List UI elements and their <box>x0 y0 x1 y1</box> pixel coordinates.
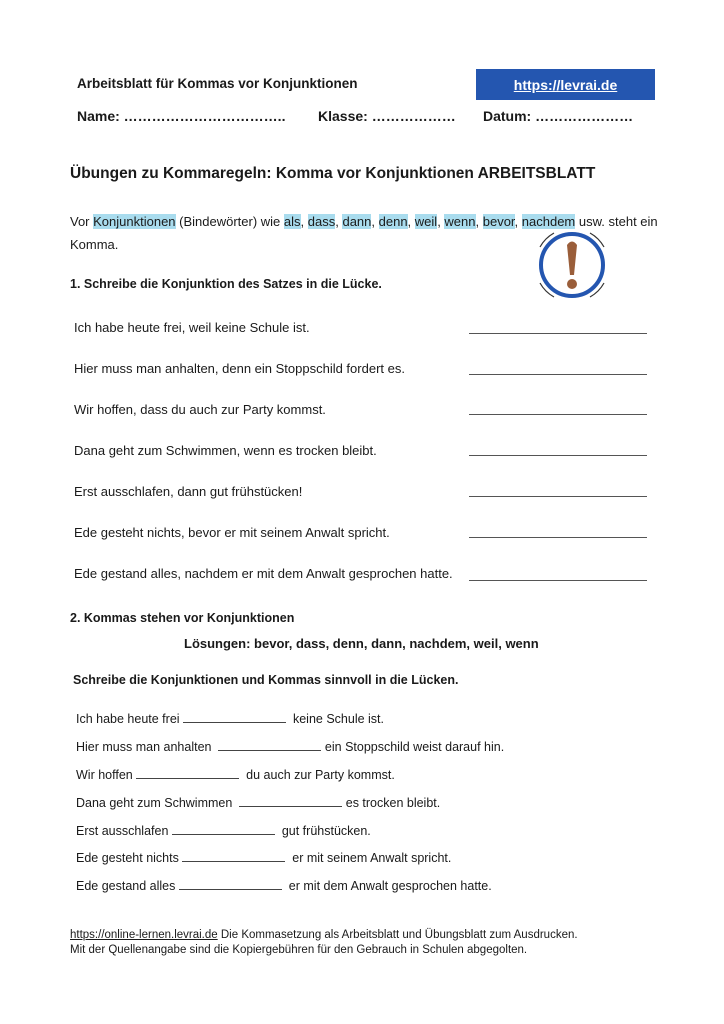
footer-line-1 <box>70 928 578 943</box>
class-field: Klasse: ……………… <box>318 108 456 124</box>
gap-blank[interactable] <box>183 712 286 723</box>
date-field: Datum: ………………… <box>483 108 634 124</box>
sentence-end: keine Schule ist. <box>286 712 384 726</box>
section1-sentence: Ede gestand alles, nachdem er mit dem Anwalt gesprochen hatte. <box>74 566 453 581</box>
highlight-denn: denn <box>378 214 408 229</box>
separator: , <box>335 214 343 229</box>
separator: , <box>514 214 522 229</box>
section1-sentence: Wir hoffen, dass du auch zur Party kommst. <box>74 402 326 417</box>
website-link[interactable]: https://levrai.de <box>513 76 618 93</box>
gap-blank[interactable] <box>179 879 282 890</box>
highlight-konjunktionen: Konjunktionen <box>93 214 176 229</box>
separator: , <box>300 214 308 229</box>
solutions-list: Lösungen: bevor, dass, denn, dann, nachdem, weil, wenn <box>184 636 539 651</box>
separator: , <box>407 214 415 229</box>
highlight-als: als <box>283 214 301 229</box>
sentence-start: Erst ausschlafen <box>76 824 172 838</box>
sentence-end: er mit seinem Anwalt spricht. <box>285 851 452 865</box>
highlight-weil: weil <box>414 214 438 229</box>
sentence-start: Hier muss man anhalten <box>76 740 219 754</box>
footer-line-2: Mit der Quellenangabe sind die Kopiergebühren für den Gebrauch in Schulen abgegolten. <box>70 944 528 956</box>
answer-blank[interactable] <box>469 455 647 456</box>
answer-blank[interactable] <box>469 580 647 581</box>
gap-sentence <box>76 796 440 810</box>
gap-sentence <box>76 740 504 754</box>
gap-blank[interactable] <box>136 768 239 779</box>
section1-sentence: Dana geht zum Schwimmen, wenn es trocken bleibt. <box>74 443 377 458</box>
section1-sentence: Hier muss man anhalten, denn ein Stoppschild fordert es. <box>74 361 405 376</box>
sentence-end: es trocken bleibt. <box>342 796 441 810</box>
intro-text: (Bindewörter) wie <box>175 214 284 229</box>
sentence-end: gut frühstücken. <box>274 824 371 838</box>
section2-instruction: Schreibe die Konjunktionen und Kommas sinnvoll in die Lücken. <box>73 673 459 687</box>
answer-blank[interactable] <box>469 374 647 375</box>
sentence-start: Wir hoffen <box>76 768 137 782</box>
sentence-end: du auch zur Party kommst. <box>239 768 395 782</box>
sentence-end: er mit dem Anwalt gesprochen hatte. <box>281 879 492 893</box>
name-field: Name: …………………………….. <box>77 108 286 124</box>
separator: , <box>437 214 445 229</box>
sentence-start: Ede gesteht nichts <box>76 851 183 865</box>
answer-blank[interactable] <box>469 414 647 415</box>
section1-sentence: Ede gesteht nichts, bevor er mit seinem Anwalt spricht. <box>74 525 390 540</box>
section1-sentence: Erst ausschlafen, dann gut frühstücken! <box>74 484 303 499</box>
highlight-dann: dann <box>342 214 372 229</box>
gap-blank[interactable] <box>182 851 285 862</box>
gap-blank[interactable] <box>218 740 321 751</box>
gap-blank[interactable] <box>239 796 342 807</box>
highlight-dass: dass <box>307 214 336 229</box>
exclamation-circle-icon <box>532 225 612 305</box>
highlight-wenn: wenn <box>444 214 476 229</box>
intro-text: Vor <box>70 214 94 229</box>
worksheet-header-title: Arbeitsblatt für Kommas vor Konjunktionen <box>77 76 358 91</box>
gap-sentence <box>76 879 492 893</box>
gap-sentence <box>76 712 384 726</box>
page-title: Übungen zu Kommaregeln: Komma vor Konjunktionen ARBEITSBLATT <box>70 165 596 182</box>
section1-title: 1. Schreibe die Konjunktion des Satzes in die Lücke. <box>70 277 382 291</box>
highlight-bevor: bevor <box>482 214 515 229</box>
gap-blank[interactable] <box>172 824 275 835</box>
gap-sentence <box>76 824 371 838</box>
sentence-start: Ede gestand alles <box>76 879 179 893</box>
separator: , <box>475 214 483 229</box>
section2-title: 2. Kommas stehen vor Konjunktionen <box>70 611 295 625</box>
sentence-start: Ich habe heute frei <box>76 712 184 726</box>
footer <box>70 928 578 958</box>
answer-blank[interactable] <box>469 537 647 538</box>
gap-sentence <box>76 851 451 865</box>
answer-blank[interactable] <box>469 496 647 497</box>
intro-text: usw. steht ein Komma. <box>70 214 658 252</box>
sentence-end: ein Stoppschild weist darauf hin. <box>321 740 505 754</box>
separator: , <box>371 214 379 229</box>
footer-link[interactable]: https://online-lernen.levrai.de <box>70 929 218 941</box>
website-banner <box>476 69 655 100</box>
gap-sentence <box>76 768 395 782</box>
section1-sentence: Ich habe heute frei, weil keine Schule ist. <box>74 320 310 335</box>
answer-blank[interactable] <box>469 333 647 334</box>
footer-text: Die Kommasetzung als Arbeitsblatt und Übungsblatt zum Ausdrucken. <box>217 929 578 941</box>
sentence-start: Dana geht zum Schwimmen <box>76 796 240 810</box>
highlight-nachdem: nachdem <box>521 214 576 229</box>
